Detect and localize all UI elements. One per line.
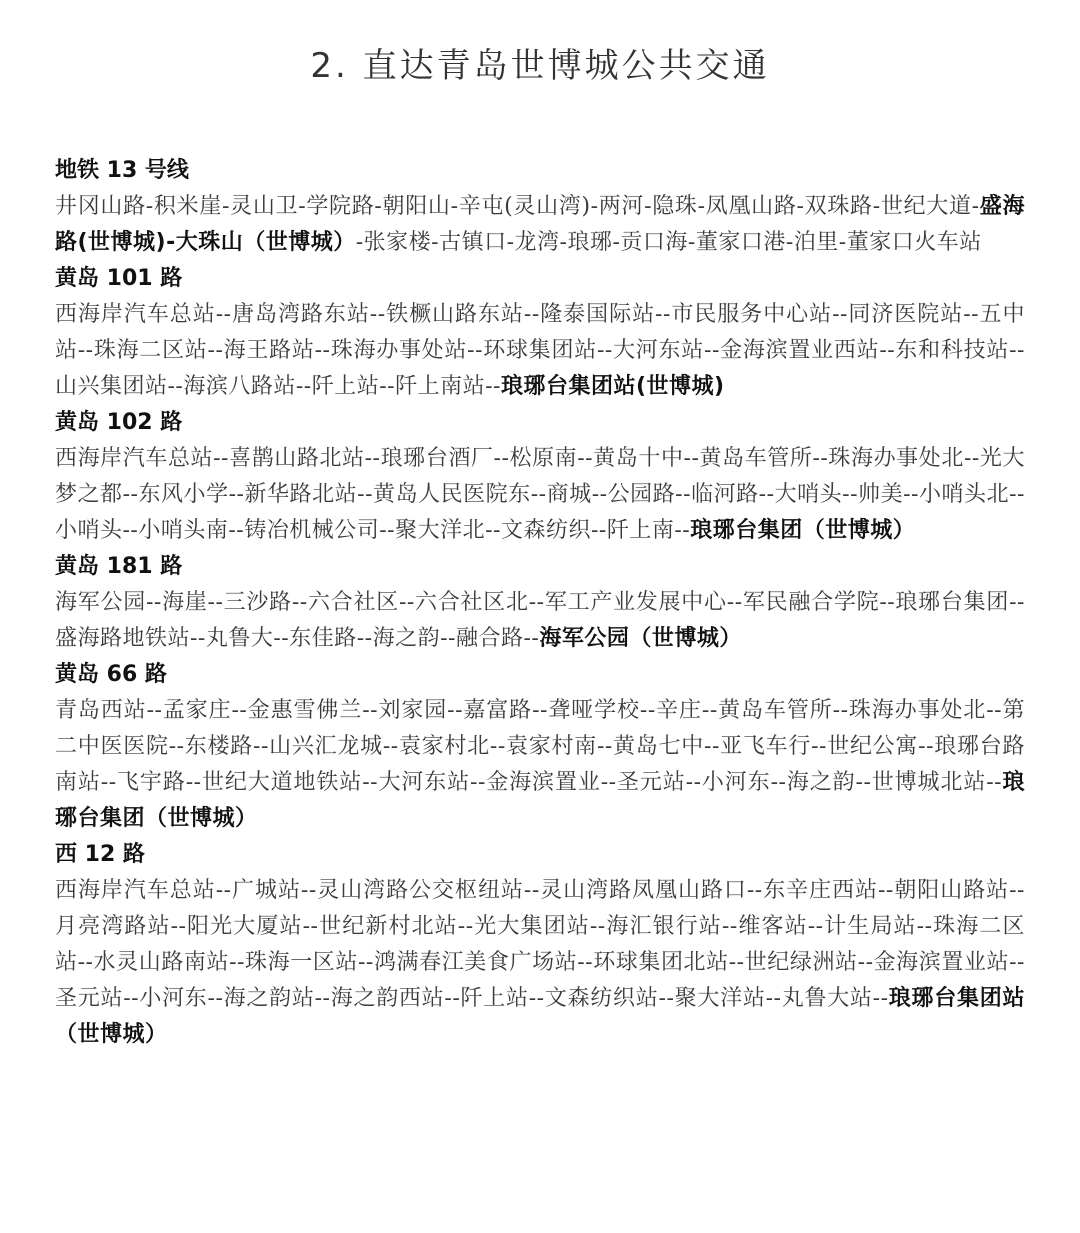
route-section-huangdao-181 [55,549,1025,657]
stops-text: 青岛西站--孟家庄--金惠雪佛兰--刘家园--嘉富路--聋哑学校--辛庄--黄岛车管所--珠海办事处北--第二中医医院--东楼路--山兴汇龙城--袁家村北--袁家村南--黄岛七中--亚飞车行--世纪公寓--琅琊台路南站--飞宇路--世纪大道地铁站--大河东站--金海滨置业--圣元站--小河东--海之韵--世博城北站-- [55,698,1025,795]
stops-text: 井冈山路-积米崖-灵山卫-学院路-朝阳山-辛屯(灵山湾)-两河-隐珠-凤凰山路-双珠路-世纪大道- [55,194,980,219]
stops-text: 西海岸汽车总站--喜鹊山路北站--琅琊台酒厂--松原南--黄岛十中--黄岛车管所--珠海办事处北--光大梦之都--东风小学--新华路北站--黄岛人民医院东--商城--公园路--临河路--大哨头--帅美--小哨头北--小哨头--小哨头南--铸冶机械公司--聚大洋北--文森纺织--阡上南-- [55,446,1025,543]
highlight-stop: 琅琊台集团（世博城） [690,518,916,543]
stops-text: 海军公园--海崖--三沙路--六合社区--六合社区北--军工产业发展中心--军民融合学院--琅琊台集团--盛海路地铁站--丸鲁大--东佳路--海之韵--融合路-- [55,590,1025,651]
route-name: 黄岛 66 路 [55,662,167,687]
route-section-huangdao-102 [55,405,1025,549]
stops-text: 西海岸汽车总站--唐岛湾路东站--铁橛山路东站--隆泰国际站--市民服务中心站--同济医院站--五中站--珠海二区站--海王路站--珠海办事处站--环球集团站--大河东站--金海滨置业西站--东和科技站--山兴集团站--海滨八路站--阡上站--阡上南站-- [55,302,1025,399]
page-title: 2. 直达青岛世博城公共交通 [310,46,770,86]
highlight-stop: 盛海路(世博城)-大珠山（世博城） [55,194,1025,255]
route-section-huangdao-66 [55,657,1025,837]
route-name: 地铁 13 号线 [55,158,189,183]
route-section-xi-12 [55,837,1025,1053]
route-stops [55,441,1025,549]
highlight-stop: 琅琊台集团站(世博城) [500,374,725,399]
stops-text-after: -张家楼-古镇口-龙湾-琅琊-贡口海-董家口港-泊里-董家口火车站 [355,230,982,255]
route-name: 西 12 路 [55,842,145,867]
route-stops [55,693,1025,837]
route-stops [55,585,1025,657]
route-name: 黄岛 102 路 [55,410,183,435]
stops-text: 西海岸汽车总站--广城站--灵山湾路公交枢纽站--灵山湾路凤凰山路口--东辛庄西站--朝阳山路站--月亮湾路站--阳光大厦站--世纪新村北站--光大集团站--海汇银行站--维客站--计生局站--珠海二区站--水灵山路南站--珠海一区站--鸿满春江美食广场站--环球集团北站--世纪绿洲站--金海滨置业站--圣元站--小河东--海之韵站--海之韵西站--阡上站--文森纺织站--聚大洋站--丸鲁大站-- [55,878,1025,1011]
route-stops [55,873,1025,1053]
highlight-stop: 琅琊台集团站（世博城） [55,986,1025,1047]
route-name: 黄岛 101 路 [55,266,183,291]
route-name: 黄岛 181 路 [55,554,183,579]
route-stops [55,297,1025,405]
route-section-metro-13 [55,153,1025,261]
route-list [55,153,1025,1053]
highlight-stop: 海军公园（世博城） [539,626,742,651]
route-section-huangdao-101 [55,261,1025,405]
highlight-stop: 琅琊台集团（世博城） [55,770,1025,831]
route-stops [55,189,1025,261]
